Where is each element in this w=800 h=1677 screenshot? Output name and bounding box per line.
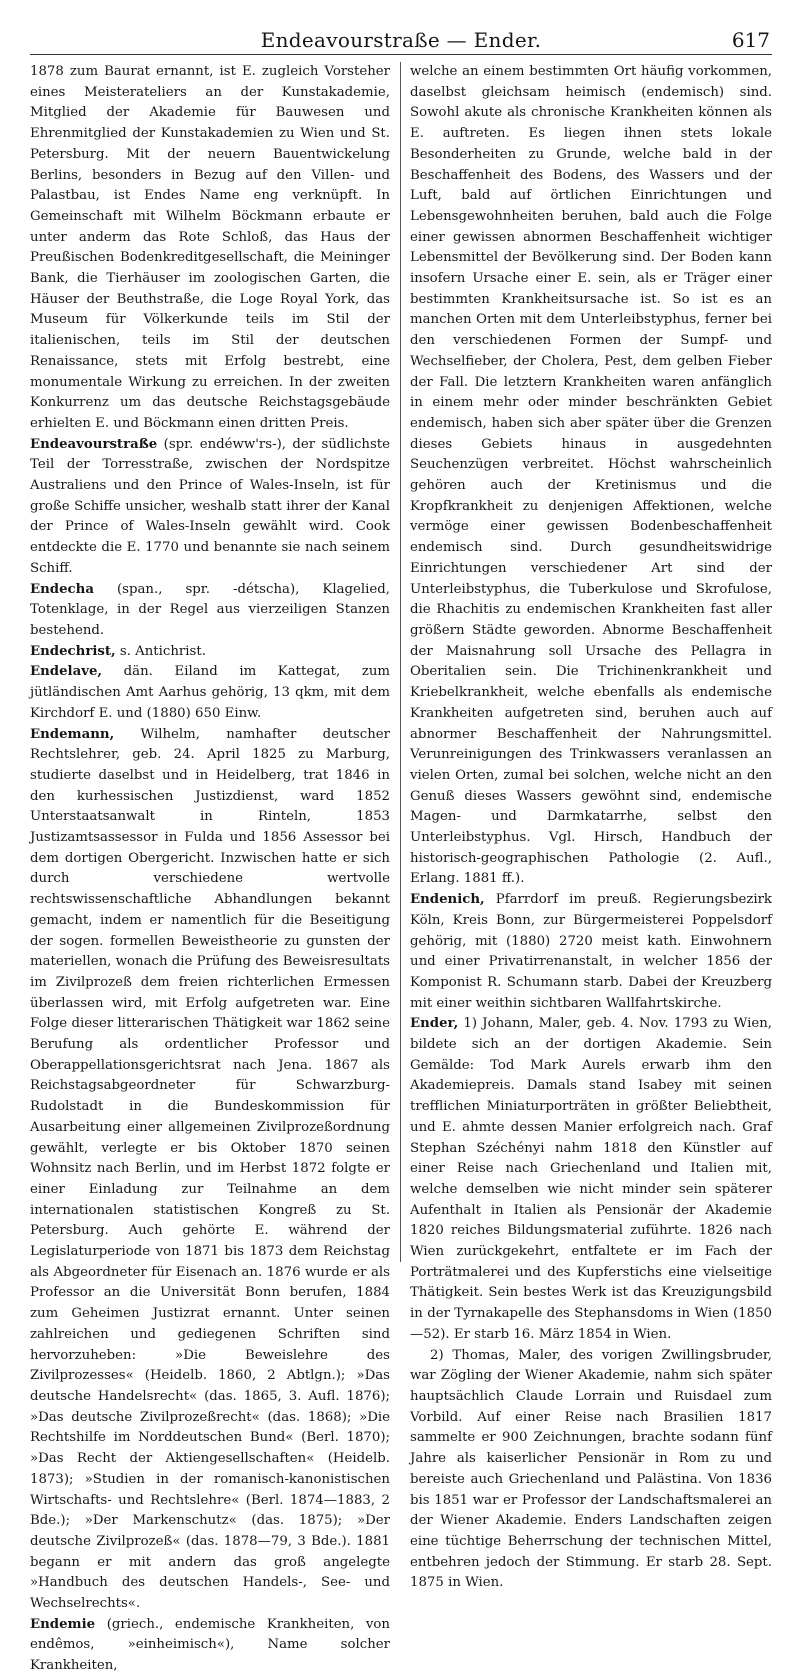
entry-endeavourstrasse: [30, 435, 390, 580]
entry-text: 1) Johann, Maler, geb. 4. Nov. 1793 zu Wien, bildete sich an der dortigen Akademie. Sein Gemälde: Tod Mark Aurels erwarb ihm den Akademiepreis. Damals stand Isabey mit seinen trefflichen Miniaturporträten in größter Beliebtheit, und E. ahmte dessen Manier erfolgreich nach. Graf Stephan Széchényi nahm 1818 den Künstler auf einer Reise nach Griechenland und Italien mit, welche demselben wie nicht minder sein späterer Aufenthalt in Italien als Pensionär der Akademie 1820 reiches Bildungsmaterial zuführte. 1826 nach Wien zurückgekehrt, entfaltete er im Fach der Porträtmalerei und des Kupferstichs eine vielseitige Thätigkeit. Sein bestes Werk ist das Kreuzigungsbild in der Tyrnakapelle des Stephansdoms in Wien (1850—52). Er starb 16. März 1854 in Wien.: [410, 1016, 772, 1342]
entry-headword: Endeavourstraße: [30, 436, 158, 452]
entry-endenich: [410, 890, 772, 1014]
entry-endechrist: [30, 642, 390, 663]
continued-text: [410, 62, 772, 890]
entry-endemie: [30, 1615, 390, 1677]
continued-text: [30, 62, 390, 435]
column-divider: [400, 62, 401, 1262]
entry-headword: Endemie: [30, 1616, 96, 1632]
running-head: Endeavourstraße — Ender.: [260, 28, 542, 52]
page-header: [30, 20, 772, 55]
entry-headword: Endecha: [30, 581, 94, 597]
entry-text: Pfarrdorf im preuß. Regierungsbezirk Köln, Kreis Bonn, zur Bürgermeisterei Poppelsdorf gehörig, mit (1880) 2720 meist kath. Einwohnern und einer Privatirrenanstalt, in welcher 1856 der Komponist R. Schumann starb. Dabei der Kreuzberg mit einer weithin sichtbaren Wallfahrtskirche.: [410, 892, 772, 1011]
entry-headword: Endechrist,: [30, 643, 116, 659]
entry-text: s. Antichrist.: [115, 643, 206, 659]
entry-headword: Endenich,: [410, 892, 485, 908]
entry-endelave: [30, 662, 390, 724]
entry-text: (griech., endemische Krankheiten, von endêmos, »einheimisch«), Name solcher Krankheiten,: [30, 1616, 390, 1674]
entry-ender-thomas: [410, 1346, 772, 1594]
entry-text: dän. Eiland im Kattegat, zum jütländischen Amt Aarhus gehörig, 13 qkm, mit dem Kirchdorf E. und (1880) 650 Einw.: [30, 664, 390, 721]
entry-headword: Endemann,: [30, 726, 115, 742]
entry-ender: [410, 1014, 772, 1345]
entry-headword: Endelave,: [30, 664, 103, 680]
entry-text: 2) Thomas, Maler, des vorigen Zwillingsbruder, war Zögling der Wiener Akademie, nahm sich später hauptsächlich Claude Lorrain und Ruisdael zum Vorbild. Auf einer Reise nach Brasilien 1817 sammelte er 900 Zeichnungen, brachte sodann fünf Jahre als kaiserlicher Pensionär in Rom zu und bereiste auch Griechenland und Palästina. Von 1836 bis 1851 war er Professor der Landschaftsmalerei an der Wiener Akademie. Enders Landschaften zeigen eine tüchtige Beherrschung der technischen Mittel, entbehren jedoch der Stimmung. Er starb 28. Sept. 1875 in Wien.: [410, 1347, 772, 1591]
entry-text: 1878 zum Baurat ernannt, ist E. zugleich Vorsteher eines Meisterateliers an der Kunstakademie, Mitglied der Akademie für Bauwesen und Ehrenmitglied der Kunstakademien zu Wien und St. Petersburg. Mit der neuern Bauentwickelung Berlins, besonders in Bezug auf den Villen- und Palastbau, ist Endes Name eng verknüpft. In Gemeinschaft mit Wilhelm Böckmann erbaute er unter anderm das Rote Schloß, das Haus der Preußischen Bodenkreditgesellschaft, die Meininger Bank, die Tierhäuser im zoologischen Garten, die Häuser der Beuthstraße, die Loge Royal York, das Museum für Völkerkunde teils im Stil der italienischen, teils im Stil der deutschen Renaissance, stets mit Erfolg bestrebt, eine monumentale Wirkung zu erreichen. In der zweiten Konkurrenz um das deutsche Reichstagsgebäude erhielten E. und Böckmann einen dritten Preis.: [30, 64, 390, 431]
left-column: [30, 62, 390, 1674]
entry-endecha: [30, 580, 390, 642]
entry-text: welche an einem bestimmten Ort häufig vorkommen, daselbst gleichsam heimisch (endemisch) sind. Sowohl akute als chronische Krankheiten können als E. auftreten. Es liegen ihnen stets lokale Besonderheiten zu Grunde, welche bald in der Beschaffenheit des Bodens, des Wassers und der Luft, bald auf örtlichen Einrichtungen und Lebensgewohnheiten beruhen, bald auch die Folge einer gewissen abnormen Beschaffenheit wichtiger Lebensmittel der Bevölkerung sind. Der Boden kann insofern Ursache einer E. sein, als er Träger einer bestimmten Krankheitsursache ist. So ist es an manchen Orten mit dem Unterleibstyphus, ferner bei den verschiedenen Formen der Sumpf- und Wechselfieber, der Cholera, Pest, dem gelben Fieber der Fall. Die letztern Krankheiten waren anfänglich in einem mehr oder minder beschränkten Gebiet endemisch, haben sich aber später über die Grenzen dieses Gebiets hinaus in ausgedehnten Seuchenzügen verbreitet. Höchst wahrscheinlich gehören auch der Kretinismus und die Kropfkrankheit zu denjenigen Affektionen, welche vermöge einer gewissen Bodenbeschaffenheit endemisch sind. Durch gesundheitswidrige Einrichtungen verschiedener Art sind der Unterleibstyphus, die Tuberkulose und Skrofulose, die Rhachitis zu endemischen Krankheiten fast aller größern Städte geworden. Abnorme Beschaffenheit der Maisnahrung soll Ursache des Pellagra in Oberitalien sein. Die Trichinenkrankheit und Kriebelkrankheit, welche ebenfalls als endemische Krankheiten aufgetreten sind, beruhen auch auf abnormer Beschaffenheit der Nahrungsmittel. Verunreinigungen des Trinkwassers veranlassen an vielen Orten, zumal bei solchen, welche nicht an den Genuß dieses Wassers gewöhnt sind, endemische Magen- und Darmkatarrhe, selbst den Unterleibstyphus. Vgl. Hirsch, Handbuch der historisch-geographischen Pathologie (2. Aufl., Erlang. 1881 ff.).: [410, 64, 772, 887]
page-number: 617: [731, 28, 770, 52]
entry-text: (span., spr. -détscha), Klagelied, Totenklage, in der Regel aus vierzeiligen Stanzen bestehend.: [30, 581, 390, 638]
entry-endemann: [30, 725, 390, 1615]
entry-text: (spr. endéww'rs-), der südlichste Teil der Torresstraße, zwischen der Nordspitze Australiens und den Prince of Wales-Inseln, ist für große Schiffe unsicher, weshalb statt ihrer der Kanal der Prince of Wales-Inseln gewählt wird. Cook entdeckte die E. 1770 und benannte sie nach seinem Schiff.: [30, 436, 390, 576]
right-column: [410, 62, 772, 1591]
entry-text: Wilhelm, namhafter deutscher Rechtslehrer, geb. 24. April 1825 zu Marburg, studierte daselbst und in Heidelberg, trat 1846 in den kurhessischen Justizdienst, ward 1852 Unterstaatsanwalt in Rinteln, 1853 Justizamtsassessor in Fulda und 1856 Assessor bei dem dortigen Obergericht. Inzwischen hatte er sich durch verschiedene wertvolle rechtswissenschaftliche Abhandlungen bekannt gemacht, indem er namentlich für die Beseitigung der sogen. formellen Beweistheorie zu gunsten der materiellen, wonach die Prüfung des Beweisresultats im Zivilprozeß dem freien richterlichen Ermessen überlassen wird, mit Erfolg aufgetreten war. Eine Folge dieser litterarischen Thätigkeit war 1862 seine Berufung als ordentlicher Professor und Oberappellationsgerichtsrat nach Jena. 1867 als Reichstagsabgeordneter für Schwarzburg-Rudolstadt in die Bundeskommission für Ausarbeitung einer allgemeinen Zivilprozeßordnung gewählt, verlegte er bis Oktober 1870 seinen Wohnsitz nach Berlin, und im Herbst 1872 folgte er einer Einladung zur Teilnahme an dem internationalen statistischen Kongreß zu St. Petersburg. Auch gehörte E. während der Legislaturperiode von 1871 bis 1873 dem Reichstag als Abgeordneter für Eisenach an. 1876 wurde er als Professor an die Universität Bonn berufen, 1884 zum Geheimen Justizrat ernannt. Unter seinen zahlreichen und gediegenen Schriften sind hervorzuheben: »Die Beweislehre des Zivilprozesses« (Heidelb. 1860, 2 Abtlgn.); »Das deutsche Handelsrecht« (das. 1865, 3. Aufl. 1876); »Das deutsche Zivilprozeßrecht« (das. 1868); »Die Rechtshilfe im Norddeutschen Bund« (Berl. 1870); »Das Recht der Aktiengesellschaften« (Heidelb. 1873); »Studien in der romanisch-kanonistischen Wirtschafts- und Rechtslehre« (Berl. 1874—1883, 2 Bde.); »Der Markenschutz« (das. 1875); »Der deutsche Zivilprozeß« (das. 1878—79, 3 Bde.). 1881 begann er mit andern das groß angelegte »Handbuch des deutschen Handels-, See- und Wechselrechts«.: [30, 726, 390, 1612]
entry-headword: Ender,: [410, 1016, 459, 1032]
